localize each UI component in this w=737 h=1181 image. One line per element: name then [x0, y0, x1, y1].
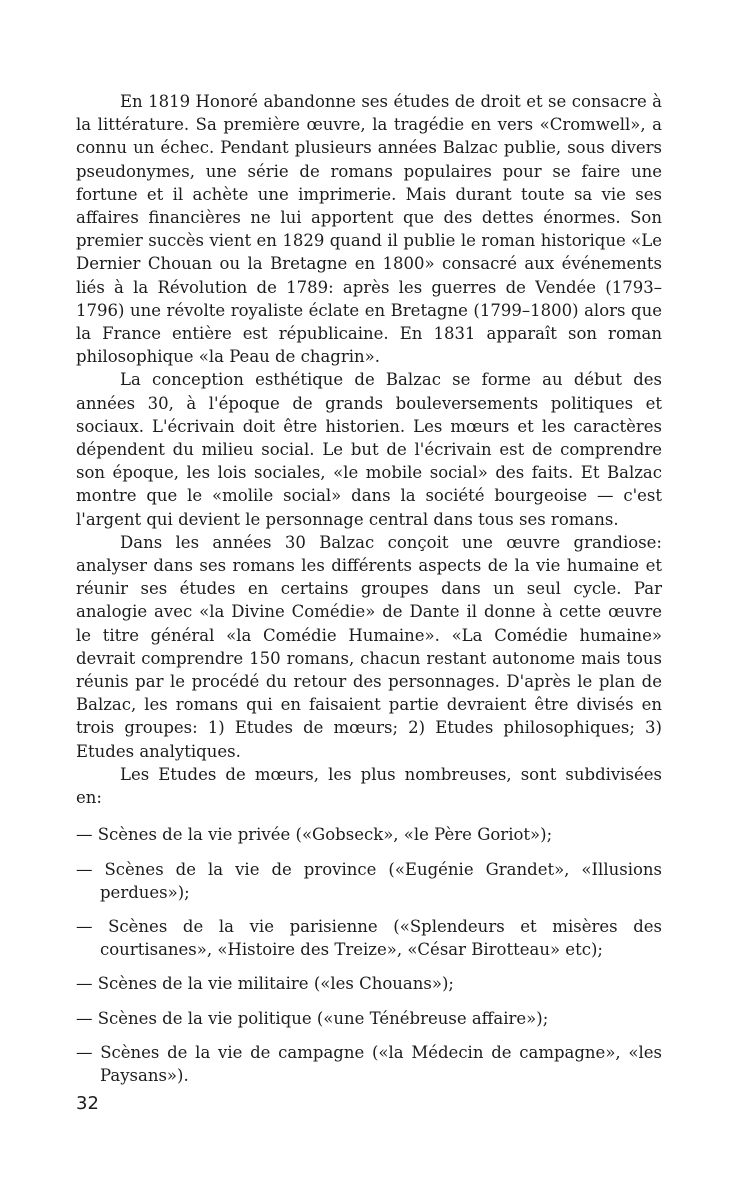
list-item: — Scènes de la vie privée («Gobseck», «le Père Goriot»);	[76, 825, 553, 845]
paragraph-etudes-de-moeurs: Les Etudes de mœurs, les plus nombreuses, sont subdivisées en:	[76, 764, 662, 808]
page-number: 32	[76, 1093, 99, 1114]
page-body	[76, 90, 662, 1098]
list-item: — Scènes de la vie de province («Eugénie Grandet», «Illusions perdues»);	[76, 859, 662, 902]
paragraph-comedie-humaine: Dans les années 30 Balzac conçoit une œuvre grandiose: analyser dans ses romans les différents aspects de la vie humaine et réunir ses études en certains groupes dans un seul cycle. Par analogie avec «la Divine Comédie» de Dante il donne à cette œuvre le titre général «la Comédie Humaine». «La Comédie humaine» devrait comprendre 150 romans, chacun restant autonome mais tous réunis par le procédé du retour des personnages. D'après le plan de Balzac, les romans qui en faisaient partie devraient être divisés en trois groupes: 1) Etudes de mœurs; 2) Etudes philosophiques; 3) Etudes analytiques.	[76, 532, 662, 761]
paragraph-biography: En 1819 Honoré abandonne ses études de droit et se consacre à la littérature. Sa première œuvre, la tragédie en vers «Cromwell», a connu un échec. Pendant plusieurs années Balzac publie, sous divers pseudonymes, une série de romans populaires pour se faire une fortune et il achète une imprimerie. Mais durant toute sa vie ses affaires financières ne lui apportent que des dettes énormes. Son premier succès vient en 1829 quand il publie le roman historique «Le Dernier Chouan ou la Bretagne en 1800» consacré aux événements liés à la Révolution de 1789: après les guerres de Vendée (1793–1796) une révolte royaliste éclate en Bretagne (1799–1800) alors que la France entière est républicaine. En 1831 apparaît son roman philosophique «la Peau de chagrin».	[76, 92, 662, 367]
list-item: — Scènes de la vie de campagne («la Médecin de campagne», «les Paysans»).	[76, 1042, 662, 1085]
list-item: — Scènes de la vie politique («une Ténébreuse affaire»);	[76, 1008, 549, 1028]
list-item: — Scènes de la vie parisienne («Splendeurs et misères des courtisanes», «Histoire des Treize», «César Birotteau» etc);	[76, 916, 662, 960]
paragraph-aesthetic-conception: La conception esthétique de Balzac se forme au début des années 30, à l'époque de grands bouleversements politiques et sociaux. L'écrivain doit être historien. Les mœurs et les caractères dépendent du milieu social. Le but de l'écrivain est de comprendre son époque, les lois sociales, «le mobile social» des faits. Et Balzac montre que le «molile social» dans la société bourgeoise — c'est l'argent qui devient le personnage central dans tous ses romans.	[76, 370, 662, 529]
scenes-list	[76, 823, 662, 1087]
list-item: — Scènes de la vie militaire («les Chouans»);	[76, 974, 454, 994]
